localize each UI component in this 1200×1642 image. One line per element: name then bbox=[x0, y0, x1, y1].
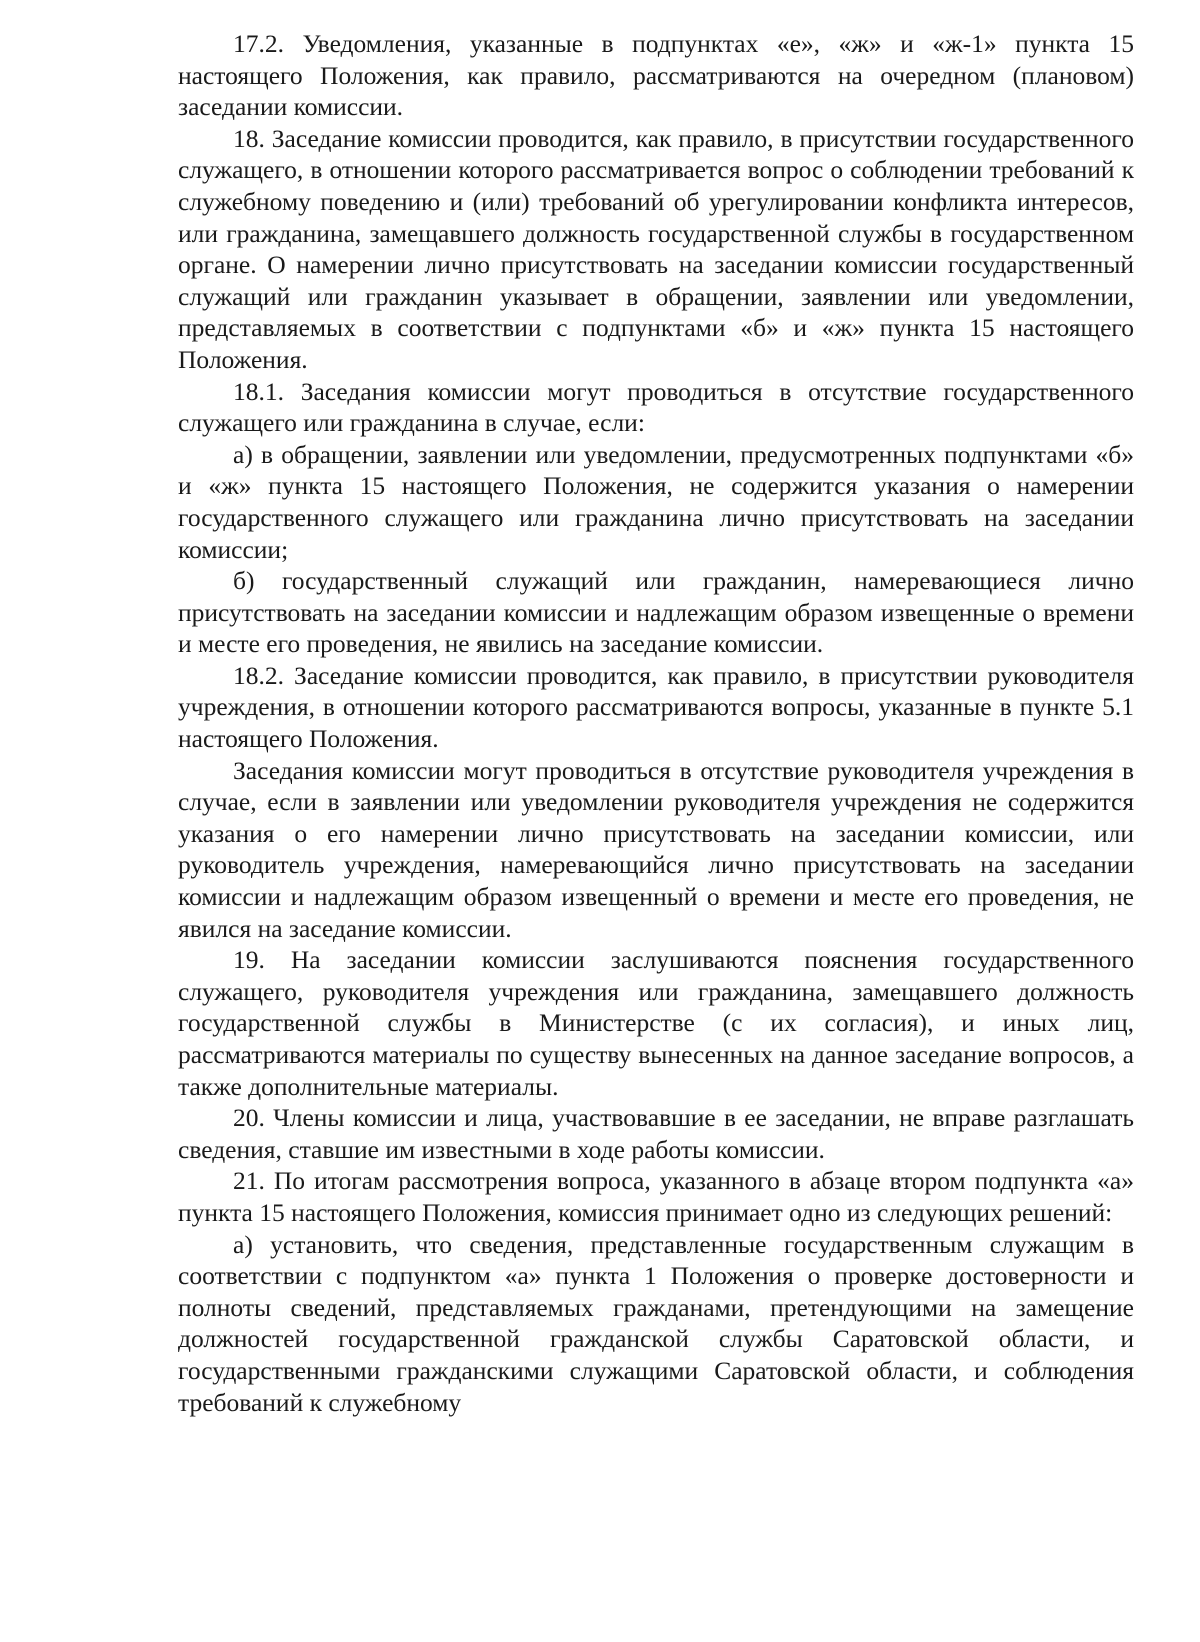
paragraph-19: 19. На заседании комиссии заслушиваются пояснения государственного служащего, руководителя учреждения или гражданина, замещавшего должность государственной службы в Министерстве (с их согласия), и иных лиц, рассматриваются материалы по существу вынесенных на данное заседание вопросов, а также дополнительные материалы. bbox=[178, 945, 1134, 1101]
paragraph-20: 20. Члены комиссии и лица, участвовавшие в ее заседании, не вправе разглашать сведения, ставшие им известными в ходе работы комиссии. bbox=[178, 1103, 1134, 1164]
paragraph-18-1: 18.1. Заседания комиссии могут проводиться в отсутствие государственного служащего или гражданина в случае, если: bbox=[178, 376, 1134, 438]
paragraph-18-2-continued: Заседания комиссии могут проводиться в отсутствие руководителя учреждения в случае, если в заявлении или уведомлении руководителя учреждения не содержится указания о его намерении лично присутствовать на заседании комиссии, или руководитель учреждения, намеревающийся лично присутствовать на заседании комиссии и надлежащим образом извещенный о времени и месте его проведения, не явился на заседание комиссии. bbox=[178, 755, 1134, 943]
document-body bbox=[178, 28, 1134, 1418]
paragraph-18-1-a: а) в обращении, заявлении или уведомлении, предусмотренных подпунктами «б» и «ж» пункта 15 настоящего Положения, не содержится указания о намерении государственного служащего или гражданина лично присутствовать на заседании комиссии; bbox=[178, 439, 1134, 564]
paragraph-18-1-b: б) государственный служащий или гражданин, намеревающиеся лично присутствовать на заседании комиссии и надлежащим образом извещенные о времени и месте его проведения, не явились на заседание комиссии. bbox=[178, 566, 1134, 659]
paragraph-17-2: 17.2. Уведомления, указанные в подпунктах «е», «ж» и «ж-1» пункта 15 настоящего Положения, как правило, рассматриваются на очередном (плановом) заседании комиссии. bbox=[178, 29, 1134, 122]
paragraph-21: 21. По итогам рассмотрения вопроса, указанного в абзаце втором подпункта «а» пункта 15 настоящего Положения, комиссия принимает одно из следующих решений: bbox=[178, 1166, 1134, 1227]
paragraph-18-2: 18.2. Заседание комиссии проводится, как правило, в присутствии руководителя учреждения, в отношении которого рассматриваются вопросы, указанные в пункте 5.1 настоящего Положения. bbox=[178, 660, 1134, 754]
paragraph-21-a: а) установить, что сведения, представленные государственным служащим в соответствии с подпунктом «а» пункта 1 Положения о проверке достоверности и полноты сведений, представляемых гражданами, претендующими на замещение должностей государственной гражданской службы Саратовской области, и государственными гражданскими служащими Саратовской области, и соблюдения требований к служебному bbox=[178, 1229, 1134, 1417]
paragraph-18: 18. Заседание комиссии проводится, как правило, в присутствии государственного служащего, в отношении которого рассматривается вопрос о соблюдении требований к служебному поведению и (или) требований об урегулировании конфликта интересов, или гражданина, замещавшего должность государственной службы в государственном органе. О намерении лично присутствовать на заседании комиссии государственный служащий или гражданин указывает в обращении, заявлении или уведомлении, представляемых в соответствии с подпунктами «б» и «ж» пункта 15 настоящего Положения. bbox=[178, 123, 1134, 374]
